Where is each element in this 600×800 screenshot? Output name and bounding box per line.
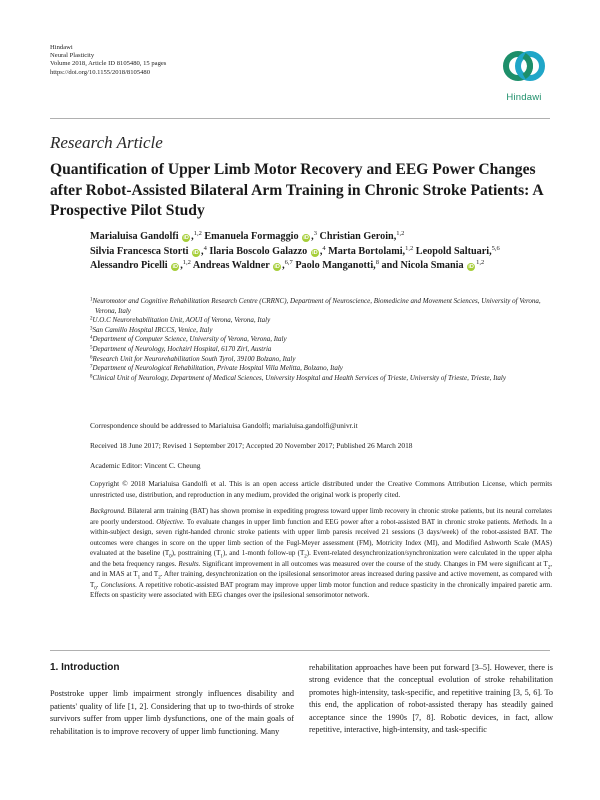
author-affil-sup: 1,2 xyxy=(476,259,485,267)
journal-header xyxy=(50,44,166,77)
subscript: 2 xyxy=(547,564,551,570)
body-paragraph: Poststroke upper limb impairment strongly influences disability and patients' quality of life [1, 2]. Considering that up to two-thirds of stroke survivors suffer from upper limb dysfunctions, one of the main goals of rehabilitation is to improve recovery of upper limb functioning. Many xyxy=(50,689,294,736)
abstract-bg-label: Background. xyxy=(90,507,126,515)
author-name: Emanuela Formaggio xyxy=(204,231,299,242)
author-affil-sup: 5,6 xyxy=(491,244,500,252)
affiliation-num: 7 xyxy=(90,364,93,370)
abstract-text: A repetitive robotic-assisted BAT program may improve upper limb motor function and reduce spasticity in the chronically impaired paretic arm. Effects on spasticity were associated with EEG changes over the ipsilesional sensorimotor network. xyxy=(90,580,552,599)
affiliation-num: 1 xyxy=(90,297,93,303)
affiliation-item xyxy=(90,297,558,316)
abstract-text: . After training, desynchronization on the ipsilesional sensorimotor areas increased during passive and active movement, as compared with T xyxy=(90,570,552,589)
subscript: 2 xyxy=(158,575,161,581)
affiliation-item xyxy=(90,345,558,355)
abstract-text: To evaluate changes in upper limb function and EEG power after a robot-assisted BAT in chronic stroke patients. xyxy=(184,517,513,526)
orcid-icon[interactable]: iD xyxy=(303,235,309,241)
affiliation-text: Department of Neurology, Hochzirl Hospital, 6170 Zirl, Austria xyxy=(92,344,272,353)
affiliation-item xyxy=(90,335,558,345)
abstract-obj-label: Objective. xyxy=(156,517,185,526)
author-name: Ilaria Boscolo Galazzo xyxy=(209,245,308,257)
abstract-text: ). Event-related desynchronization/synchronization were calculated in the upper alpha and the beta frequency ranges. xyxy=(90,549,552,568)
author[interactable] xyxy=(209,246,325,257)
affiliation-num: 2 xyxy=(90,316,93,322)
author[interactable] xyxy=(382,260,485,271)
author-name: Andreas Waldner xyxy=(192,260,270,272)
abstract-methods-label: Methods. xyxy=(512,517,539,526)
hindawi-logo[interactable] xyxy=(496,46,552,104)
abstract-text: , and in MAS at T xyxy=(90,559,552,578)
doi-link[interactable]: https://doi.org/10.1155/2018/8105480 xyxy=(50,68,151,76)
affiliation-text: San Camillo Hospital IRCCS, Venice, Italy xyxy=(92,325,213,334)
author[interactable] xyxy=(295,260,379,271)
abstract xyxy=(90,506,552,601)
author[interactable] xyxy=(90,246,207,257)
subscript: 0 xyxy=(169,554,172,560)
journal-name: Neural Plasticity xyxy=(50,52,95,60)
author-sep: , xyxy=(282,260,285,272)
author-list xyxy=(90,230,560,274)
author[interactable] xyxy=(416,246,500,257)
author-affil-sup: 1,2 xyxy=(396,230,405,237)
logo-wordmark: Hindawi xyxy=(506,92,542,103)
abstract-text: In a within-subject design, seven right-handed chronic stroke patients with upper limb paresis received 21 sessions (3 days/week) of the robot-assisted BAT. The outcomes were changes in score on the upper limb section of the Fugl-Meyer assessment (FM), Motricity Index (MI), and Modified Ashworth Scale (MAS) evaluated at the baseline (T xyxy=(90,517,552,557)
author-affil-sup: 4 xyxy=(203,244,207,252)
orcid-icon[interactable]: iD xyxy=(312,249,318,256)
author-name: Silvia Francesca Storti xyxy=(90,245,189,257)
abstract-text: and T xyxy=(140,570,159,578)
author[interactable] xyxy=(90,260,191,271)
author-affil-sup: 1,2 xyxy=(405,244,414,252)
affiliation-text: Research Unit for Neurorehabilitation South Tyrol, 39100 Bolzano, Italy xyxy=(92,354,296,363)
affiliation-list xyxy=(90,297,558,383)
body-column-right: rehabilitation approaches have been put forward [3–5]. However, there is strong evidence that the conceptual evolution of stroke rehabilitation promotes high-intensity, task-specific, and repetitive training [3, 5, 6]. To this end, the application of robot-assisted therapy has steadily gained acceptance since the 1990s [7, 8]. Robotic devices, in fact, allow repetitive, interactive, high-intensity, and task-specific xyxy=(309,663,553,735)
orcid-icon[interactable]: iD xyxy=(183,235,189,241)
volume-line: Volume 2018, Article ID 8105480, 15 pages xyxy=(50,60,167,68)
affiliation-item xyxy=(90,374,558,384)
affiliation-num: 3 xyxy=(90,326,93,332)
body-column-left xyxy=(50,662,294,738)
affiliation-text: Department of Neurological Rehabilitation, Private Hospital Villa Melitta, Bolzano, Italy xyxy=(92,364,343,373)
author-affil-sup: 4 xyxy=(322,244,326,252)
orcid-icon[interactable]: iD xyxy=(193,249,199,256)
affiliation-item xyxy=(90,364,558,374)
article-title: Quantification of Upper Limb Motor Recovery and EEG Power Changes after Robot-Assisted Bilateral Arm Training in Chronic Stroke Patients: A Prospective Pilot Study xyxy=(50,161,543,219)
affiliation-num: 4 xyxy=(90,335,93,341)
orcid-icon[interactable]: iD xyxy=(468,264,474,271)
abstract-text: Significant improvement in all outcomes was measured over the course of the study. Changes in FM were significant at T xyxy=(200,559,548,568)
author-name: Christian Geroin, xyxy=(319,231,397,242)
affiliation-item xyxy=(90,326,558,336)
author-name: and Nicola Smania xyxy=(381,260,464,272)
affiliation-text: Department of Computer Science, University of Verona, Verona, Italy xyxy=(92,335,287,344)
author-affil-sup: 1,2 xyxy=(193,230,202,237)
abstract-conclusions-label: Conclusions. xyxy=(100,580,138,589)
section-heading-introduction: 1. Introduction xyxy=(50,662,120,673)
author[interactable] xyxy=(319,231,404,242)
correspondence[interactable]: Correspondence should be addressed to Marialuisa Gandolfi; marialuisa.gandolfi@univr.it xyxy=(90,421,358,430)
author[interactable] xyxy=(328,246,413,257)
author-name: Marta Bortolami, xyxy=(328,245,406,257)
abstract-divider xyxy=(50,650,550,651)
subscript: 2 xyxy=(304,554,307,560)
affiliation-num: 8 xyxy=(90,374,93,380)
author-affil-sup: 6,7 xyxy=(284,259,293,267)
copyright-notice: Copyright © 2018 Marialuisa Gandolfi et al. This is an open access article distributed under the Creative Commons Attribution License, which permits unrestricted use, distribution, and reproduction in any medium, provided the original work is properly cited. xyxy=(90,480,552,499)
abstract-text: Bilateral arm training (BAT) has shown promise in expediting progress toward upper limb recovery in chronic stroke patients, but its neural correlates are poorly understood. xyxy=(90,507,552,526)
author-name: Leopold Saltuari, xyxy=(415,245,492,257)
affiliation-num: 6 xyxy=(90,355,93,361)
author[interactable] xyxy=(204,231,317,242)
author-name: Paolo Manganotti, xyxy=(295,260,376,272)
author[interactable] xyxy=(90,231,202,242)
header-divider xyxy=(50,118,550,119)
author-affil-sup: 1,2 xyxy=(182,259,191,267)
affiliation-text: Clinical Unit of Neurology, Department of Medical Sciences, University Hospital and Health Services of Trieste, University of Trieste, Trieste, Italy xyxy=(92,373,506,382)
author-sep: , xyxy=(191,231,194,242)
subscript: 1 xyxy=(220,554,223,560)
author-sep: , xyxy=(201,245,204,257)
affiliation-num: 5 xyxy=(90,345,93,351)
academic-editor: Academic Editor: Vincent C. Cheung xyxy=(90,461,201,470)
orcid-icon[interactable]: iD xyxy=(172,264,178,271)
affiliation-item xyxy=(90,316,558,326)
affiliation-text: Neuromotor and Cognitive Rehabilitation Research Centre (CRRNC), Department of Neuroscience, Biomedicine and Movement Sciences, University of Verona, Verona, Italy xyxy=(92,297,541,315)
publisher-name: Hindawi xyxy=(50,44,73,51)
hindawi-logo-icon xyxy=(502,46,546,86)
orcid-icon[interactable]: iD xyxy=(274,264,280,271)
author-affil-sup: 3 xyxy=(313,230,317,237)
abstract-text: ), posttraining (T xyxy=(171,549,221,557)
author-name: Marialuisa Gandolfi xyxy=(90,231,179,242)
author[interactable] xyxy=(193,260,293,271)
abstract-text: ), and 1-month follow-up (T xyxy=(222,549,305,557)
author-sep: , xyxy=(319,245,323,257)
abstract-text: . xyxy=(96,580,101,589)
article-dates: Received 18 June 2017; Revised 1 September 2017; Accepted 20 November 2017; Published 26 March 2018 xyxy=(90,441,413,450)
author-sep: , xyxy=(311,231,314,242)
author-sep: , xyxy=(180,260,183,272)
author-affil-sup: 8 xyxy=(375,259,379,267)
affiliation-item xyxy=(90,355,558,365)
author-name: Alessandro Picelli xyxy=(90,260,168,272)
affiliation-text: U.O.C Neurorehabilitation Unit, AOUI of Verona, Verona, Italy xyxy=(92,316,271,325)
subscript: 1 xyxy=(137,575,141,581)
subscript: 0 xyxy=(94,585,97,591)
article-type: Research Article xyxy=(50,133,163,152)
abstract-results-label: Results. xyxy=(178,559,201,568)
